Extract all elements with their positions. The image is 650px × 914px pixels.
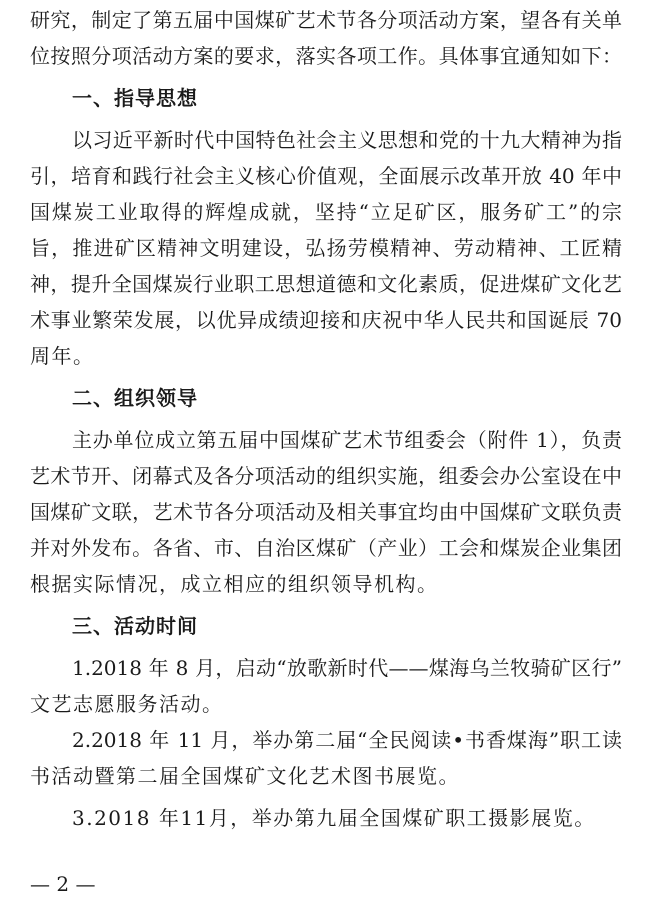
page-number: — 2 — [30,872,96,896]
paragraph-line: 文艺志愿服务活动。 [30,692,224,716]
paragraph-line: 研究，制定了第五届中国煤矿艺术节各分项活动方案，望各有关单 [30,8,622,32]
paragraph-line: 3.2018 年11月，举办第九届全国煤矿职工摄影展览。 [72,806,596,830]
paragraph-line: 神，提升全国煤炭行业职工思想道德和文化素质，促进煤矿文化艺 [30,272,622,296]
paragraph-line: 2.2018 年 11 月，举办第二届“全民阅读•书香煤海”职工读 [72,728,622,752]
section-heading-organization: 二、组织领导 [72,386,198,410]
paragraph-line: 位按照分项活动方案的要求，落实各项工作。具体事宜通知如下： [30,44,622,68]
paragraph-line: 根据实际情况，成立相应的组织领导机构。 [30,572,439,596]
paragraph-line: 引，培育和践行社会主义核心价值观，全面展示改革开放 40 年中 [30,164,622,188]
section-heading-guiding-ideology: 一、指导思想 [72,86,198,110]
paragraph-line: 主办单位成立第五届中国煤矿艺术节组委会（附件 1），负责 [72,428,622,452]
paragraph-line: 书活动暨第二届全国煤矿文化艺术图书展览。 [30,764,460,788]
paragraph-line: 并对外发布。各省、市、自治区煤矿（产业）工会和煤炭企业集团 [30,536,622,560]
section-heading-schedule: 三、活动时间 [72,614,198,638]
paragraph-line: 旨，推进矿区精神文明建设，弘扬劳模精神、劳动精神、工匠精 [30,236,622,260]
paragraph-line: 周年。 [30,344,95,368]
paragraph-line: 术事业繁荣发展，以优异成绩迎接和庆祝中华人民共和国诞辰 70 [30,308,622,332]
paragraph-line: 1.2018 年 8 月，启动“放歌新时代——煤海乌兰牧骑矿区行” [72,656,622,680]
paragraph-line: 艺术节开、闭幕式及各分项活动的组织实施，组委会办公室设在中 [30,464,622,488]
paragraph-line: 以习近平新时代中国特色社会主义思想和党的十九大精神为指 [72,128,622,152]
paragraph-line: 国煤矿文联，艺术节各分项活动及相关事宜均由中国煤矿文联负责 [30,500,622,524]
paragraph-line: 国煤炭工业取得的辉煌成就，坚持“立足矿区，服务矿工”的宗 [30,200,622,224]
